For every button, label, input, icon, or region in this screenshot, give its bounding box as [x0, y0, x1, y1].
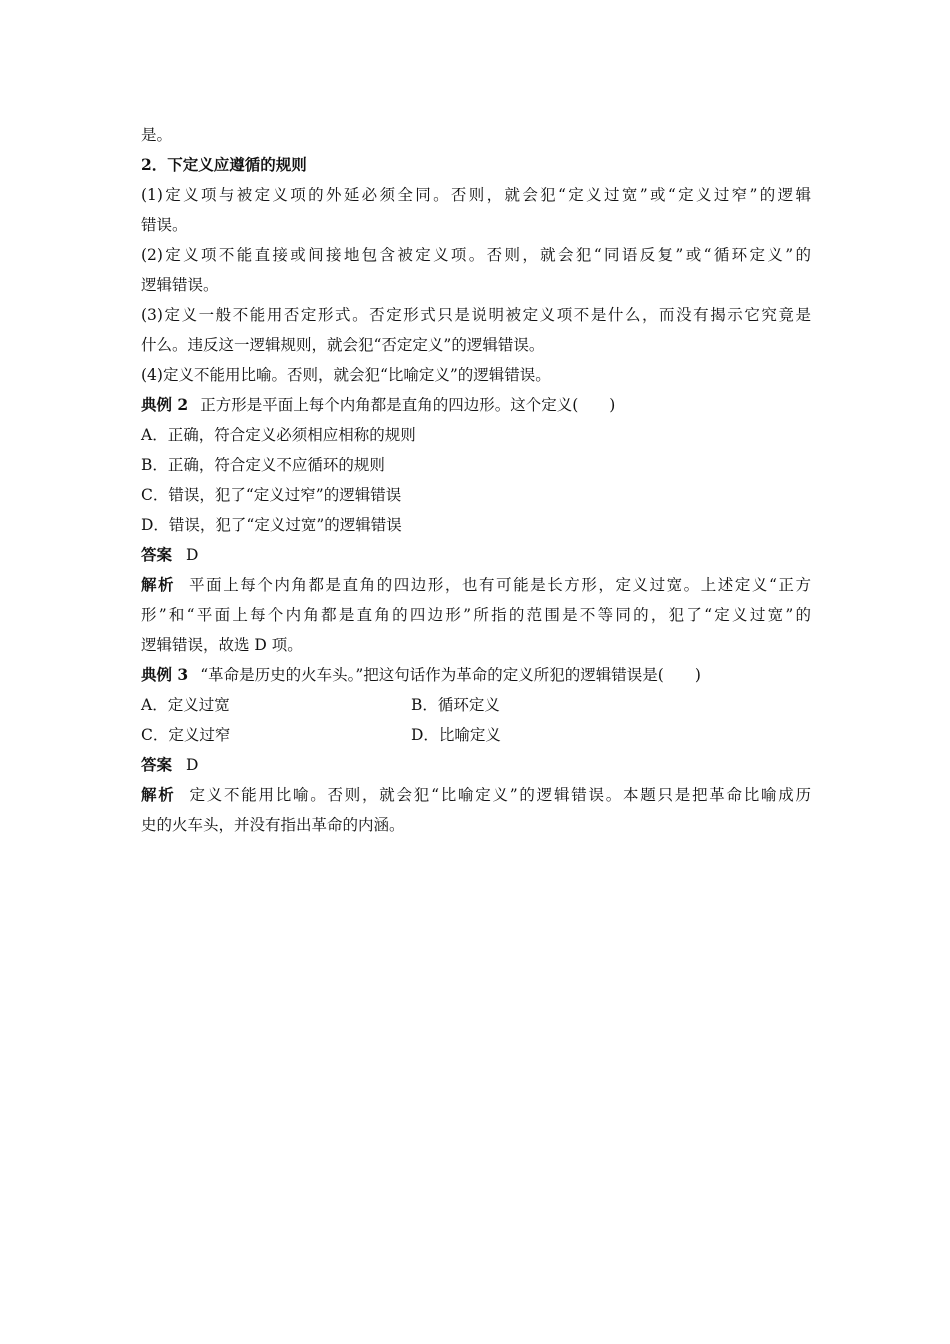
example-3 [141, 660, 811, 840]
analysis-line: 形”和“平面上每个内角都是直角的四边形”所指的范围是不等同的，犯了“定义过宽”的 [141, 606, 811, 624]
answer [141, 750, 811, 780]
rule-line: (1)定义项与被定义项的外延必须全同。否则，就会犯“定义过宽”或“定义过窄”的逻辑 [141, 186, 811, 204]
rule-line: 逻辑错误。 [141, 276, 219, 294]
option-a: A．定义过宽 [141, 696, 230, 714]
options-row [141, 720, 811, 750]
answer-value: D [186, 546, 199, 564]
answer-label: 答案 [141, 755, 173, 774]
option-d: D．比喻定义 [411, 726, 501, 744]
analysis-label: 解析 [141, 575, 176, 594]
analysis-label: 解析 [141, 785, 176, 804]
analysis [141, 570, 811, 600]
rule-1 [141, 180, 811, 240]
rule-line: 错误。 [141, 216, 188, 234]
example-2 [141, 390, 811, 660]
example-question [141, 660, 811, 690]
answer-label: 答案 [141, 545, 173, 564]
option-b: B．循环定义 [411, 696, 500, 714]
example-label: 典例 2 [141, 395, 189, 414]
document-body [141, 120, 811, 840]
question-text: 正方形是平面上每个内角都是直角的四边形。这个定义( ) [200, 396, 616, 414]
rule-3 [141, 300, 811, 360]
analysis-text: 平面上每个内角都是直角的四边形，也有可能是长方形，定义过宽。上述定义“正方 [189, 576, 811, 594]
rule-line: (3)定义一般不能用否定形式。否定形式只是说明被定义项不是什么，而没有揭示它究竟是 [141, 306, 811, 324]
intro-tail: 是。 [141, 126, 173, 144]
example-question [141, 390, 811, 420]
answer [141, 540, 811, 570]
analysis-line: 史的火车头，并没有指出革命的内涵。 [141, 816, 405, 834]
rule-line: 什么。违反这一逻辑规则，就会犯“否定定义”的逻辑错误。 [141, 336, 545, 354]
options-row [141, 690, 811, 720]
analysis [141, 780, 811, 810]
question-text: “革命是历史的火车头。”把这句话作为革命的定义所犯的逻辑错误是( ) [200, 666, 701, 684]
analysis-line: 逻辑错误，故选 D 项。 [141, 636, 303, 654]
rule-line: (4)定义不能用比喻。否则，就会犯“比喻定义”的逻辑错误。 [141, 366, 551, 384]
section-heading [141, 150, 811, 180]
rule-line: (2)定义项不能直接或间接地包含被定义项。否则，就会犯“同语反复”或“循环定义”的 [141, 246, 811, 264]
option-b: B．正确，符合定义不应循环的规则 [141, 456, 385, 474]
analysis-text: 定义不能用比喻。否则，就会犯“比喻定义”的逻辑错误。本题只是把革命比喻成历 [189, 786, 811, 804]
option-c: C．定义过窄 [141, 726, 231, 744]
section-title: 下定义应遵循的规则 [167, 155, 307, 174]
option-c: C．错误，犯了“定义过窄”的逻辑错误 [141, 486, 402, 504]
rule-2 [141, 240, 811, 300]
example-label: 典例 3 [141, 665, 189, 684]
option-d: D．错误，犯了“定义过宽”的逻辑错误 [141, 516, 402, 534]
rule-4 [141, 360, 811, 390]
option-a: A．正确，符合定义必须相应相称的规则 [141, 426, 416, 444]
answer-value: D [186, 756, 199, 774]
section-number: 2． [141, 155, 168, 174]
